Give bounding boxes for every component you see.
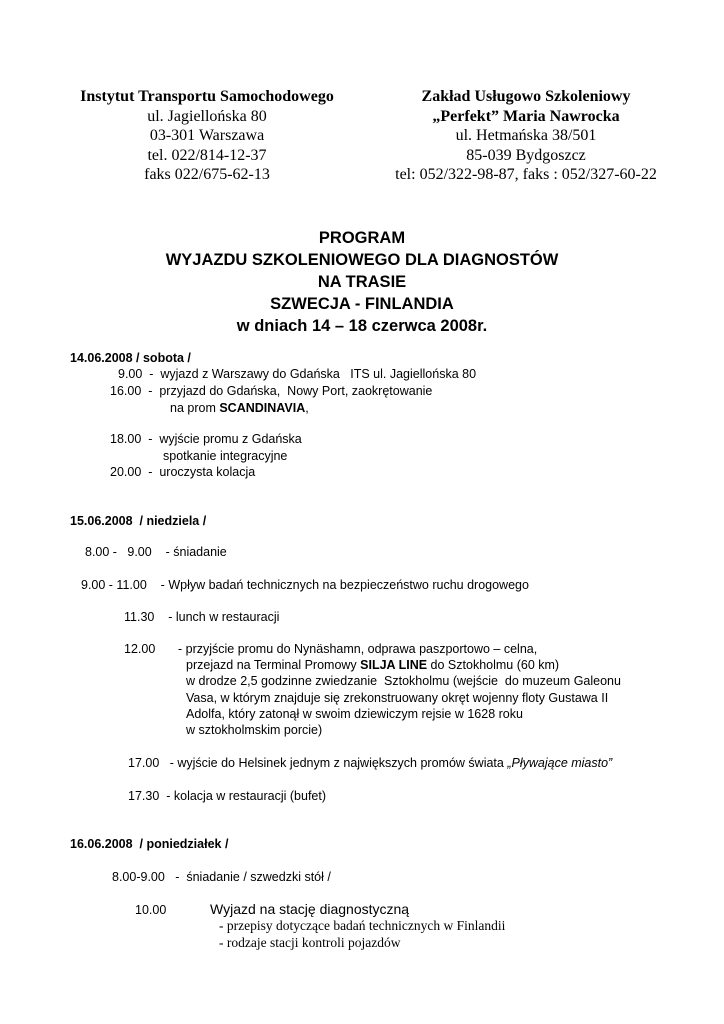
day2-item-arrival-l3: w drodze 2,5 godzinne zwiedzanie Sztokholmu (wejście do muzeum Galeonu [186,674,621,688]
ferry-name-silja-line: SILJA LINE [360,658,428,672]
day2-item-arrival-l6: w sztokholmskim porcie) [186,723,323,737]
day2-item-lunch: 11.30 - lunch w restauracji [124,610,280,624]
day2-item-arrival-l2 [186,658,559,672]
day3-item-regulations: - przepisy dotyczące badań technicznych w Finlandii [219,918,506,933]
day2-item-arrival-l5: Adolfa, który zatonął w swoim dziewiczym rejsie w 1628 roku [186,707,523,721]
day1-ferry-pre: na prom [170,401,220,415]
company-contact: tel: 052/322-98-87, faks : 052/327-60-22 [395,166,657,183]
day2-item-breakfast: 8.00 - 9.00 - śniadanie [85,545,227,559]
title-line3: NA TRASIE [317,273,407,291]
company-name-line1: Zakład Usługowo Szkoleniowy [421,88,631,105]
header-right [376,87,676,185]
day2-item-supper: 17.30 - kolacja w restauracji (bufet) [128,789,327,803]
institute-street: ul. Jagiellońska 80 [147,107,267,125]
ferry-nickname: „Pływające miasto” [507,756,613,770]
day2-item-arrival-l4: Vasa, w którym znajduje się zrekonstruowany okręt wojenny floty Gustawa II [186,691,609,705]
header-left [62,87,352,185]
day1-item-arrival: 16.00 - przyjazd do Gdańska, Nowy Port, zaokrętowanie [110,384,433,398]
day1-item-dinner: 20.00 - uroczysta kolacja [110,465,256,479]
institute-tel: tel. 022/814-12-37 [147,146,267,164]
day2-item-arrival-l1: - przyjście promu do Nynäshamn, odprawa paszportowo – celna, [178,642,538,656]
day2-item-lecture: 9.00 - 11.00 - Wpływ badań technicznych na bezpieczeństwo ruchu drogowego [81,578,529,592]
title-line5: w dniach 14 – 18 czerwca 2008r. [236,317,488,335]
day3-heading: 16.06.2008 / poniedziałek / [70,837,229,851]
day1-item-integration: spotkanie integracyjne [163,449,288,463]
company-city: 85-039 Bydgoszcz [466,146,586,164]
ferry-name-scandinavia: SCANDINAVIA [219,401,306,415]
institute-city: 03-301 Warszawa [149,127,265,144]
day3-item-breakfast: 8.00-9.00 - śniadanie / szwedzki stół / [112,870,331,884]
day2-item-arrival-time: 12.00 [124,642,156,656]
day2-item-helsinki [128,756,612,770]
day2-l2-pre: przejazd na Terminal Promowy [186,658,361,672]
company-name-line2: „Perfekt” Maria Nawrocka [432,107,620,125]
title-line4: SZWECJA - FINLANDIA [270,295,454,313]
day1-item-ferry [170,401,309,415]
institute-fax: faks 022/675-62-13 [144,166,270,183]
institute-name: Instytut Transportu Samochodowego [80,88,334,105]
day1-item-ferry-departure: 18.00 - wyjście promu z Gdańska [110,432,302,446]
day1-ferry-post: , [305,401,309,415]
day3-item-time: 10.00 [135,903,167,917]
day1-item-departure: 9.00 - wyjazd z Warszawy do Gdańska ITS ul. Jagiellońska 80 [118,367,477,381]
program-title [0,227,724,337]
day3-item-station-trip: Wyjazd na stację diagnostyczną [210,901,410,917]
day2-heading: 15.06.2008 / niedziela / [70,514,207,528]
title-line2: WYJAZDU SZKOLENIOWEGO DLA DIAGNOSTÓW [165,251,559,269]
day1-heading: 14.06.2008 / sobota / [70,351,191,365]
day2-helsinki-text: 17.00 - wyjście do Helsinek jednym z największych promów świata [128,756,508,770]
title-line1: PROGRAM [318,229,406,247]
day3-item-station-types: - rodzaje stacji kontroli pojazdów [219,935,401,950]
company-street: ul. Hetmańska 38/501 [455,127,597,144]
day2-l2-post: do Sztokholmu (60 km) [427,658,560,672]
